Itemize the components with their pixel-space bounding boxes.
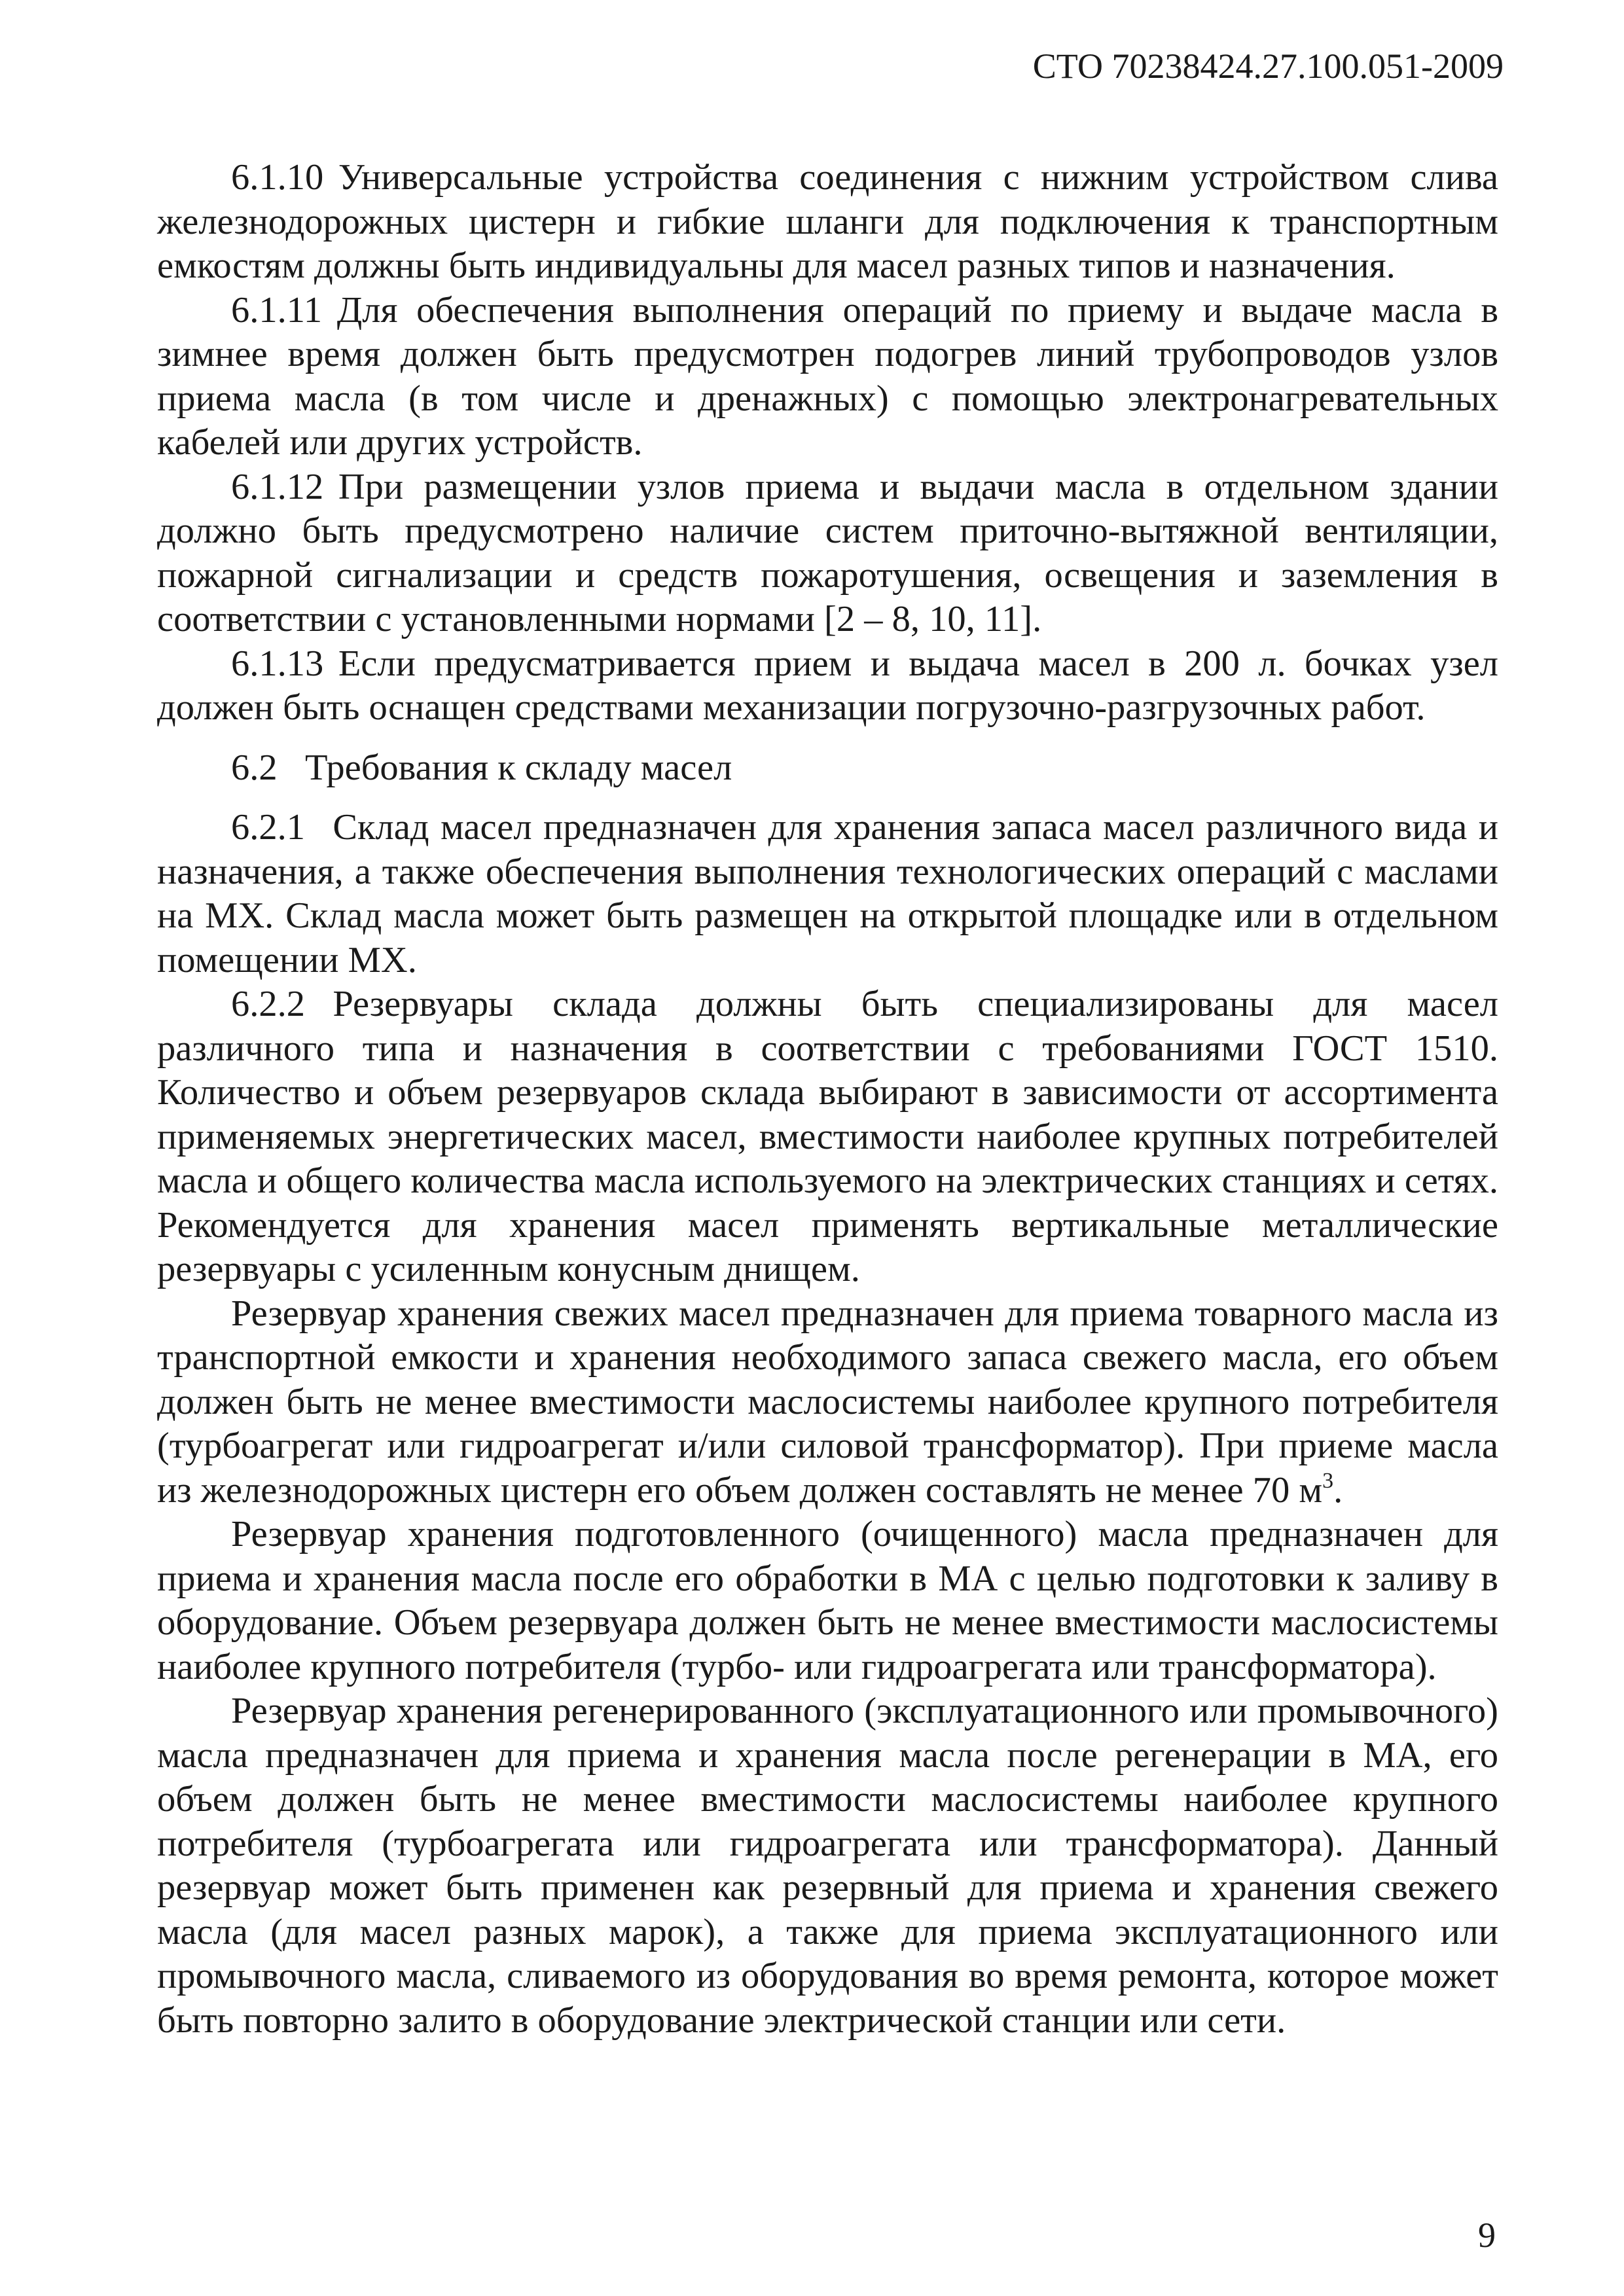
paragraph-6-1-12 bbox=[157, 465, 1498, 642]
document-code: СТО 70238424.27.100.051-2009 bbox=[1032, 46, 1504, 86]
paragraph-regenerated-oil-tank bbox=[157, 1689, 1498, 2043]
document-body bbox=[157, 156, 1498, 2043]
clause-number: 6.1.10 bbox=[231, 157, 324, 198]
paragraph-text: При размещении узлов приема и выдачи масла в отдельном здании должно быть предусмотрено наличие систем приточно-вытяжной вентиляции, пожарной сигнализации и средств пожаротушения, освещения и заземления в соответствии с установленными нормами [2 – 8, 10, 11]. bbox=[157, 466, 1498, 639]
cubic-superscript: 3 bbox=[1322, 1468, 1334, 1493]
section-number: 6.2 bbox=[231, 747, 278, 788]
paragraph-6-1-10 bbox=[157, 156, 1498, 289]
section-title: Требования к складу масел bbox=[305, 747, 732, 788]
paragraph-text: Резервуар хранения регенерированного (эксплуатационного или промывочного) масла предназначен для приема и хранения масла после регенерации в МА, его объем должен быть не менее вместимости маслосистемы наиболее крупного потребителя (турбоагрегата или гидроагрегата или трансформатора). Данный резервуар может быть применен как резервный для приема и хранения свежего масла (для масел разных марок), а также для приема эксплуатационного или промывочного масла, сливаемого из оборудования во время ремонта, которое может быть повторно залито в оборудование электрической станции или сети. bbox=[157, 1691, 1498, 2041]
clause-number: 6.1.11 bbox=[231, 289, 323, 331]
paragraph-6-1-13 bbox=[157, 642, 1498, 730]
paragraph-6-1-11 bbox=[157, 289, 1498, 465]
clause-number: 6.2.2 bbox=[231, 984, 305, 1024]
paragraph-text: Если предусматривается прием и выдача масел в 200 л. бочках узел должен быть оснащен средствами механизации погрузочно-разгрузочных работ. bbox=[157, 643, 1498, 728]
clause-number: 6.1.12 bbox=[231, 466, 324, 507]
paragraph-fresh-oil-tank bbox=[157, 1292, 1498, 1513]
paragraph-text: Резервуар хранения свежих масел предназначен для приема товарного масла из транспортной емкости и хранения необходимого запаса свежего масла, его объем должен быть не менее вместимости маслосистемы наиболее крупного потребителя (турбоагрегат или гидроагрегат и/или силовой трансформатор). При приеме масла из железнодорожных цистерн его объем должен составлять не менее 70 м bbox=[157, 1293, 1498, 1511]
paragraph-6-2-1 bbox=[157, 806, 1498, 982]
paragraph-text: Резервуары склада должны быть специализированы для масел различного типа и назначения в соответствии с требованиями ГОСТ 1510. Количество и объем резервуаров склада выбирают в зависимости от ассортимента применяемых энергетических масел, вместимости наиболее крупных потребителей масла и общего количества масла используемого на электрических станциях и сетях. Рекомендуется для хранения масел применять вертикальные металлические резервуары с усиленным конусным днищем. bbox=[157, 984, 1498, 1289]
section-heading-6-2 bbox=[157, 746, 1498, 791]
paragraph-text: Универсальные устройства соединения с нижним устройством слива железнодорожных цистерн и гибкие шланги для подключения к транспортным емкостям должны быть индивидуальны для масел разных типов и назначения. bbox=[157, 157, 1498, 286]
page-number: 9 bbox=[1478, 2215, 1496, 2255]
paragraph-text: Резервуар хранения подготовленного (очищенного) масла предназначен для приема и хранения масла после его обработки в МА с целью подготовки к заливу в оборудование. Объем резервуара должен быть не менее вместимости маслосистемы наиболее крупного потребителя (турбо- или гидроагрегата или трансформатора). bbox=[157, 1514, 1498, 1687]
paragraph-text-tail: . bbox=[1333, 1469, 1343, 1511]
paragraph-text: Для обеспечения выполнения операций по приему и выдаче масла в зимнее время должен быть предусмотрен подогрев линий трубопроводов узлов приема масла (в том числе и дренажных) с помощью электронагревательных кабелей или других устройств. bbox=[157, 289, 1498, 463]
paragraph-6-2-2 bbox=[157, 982, 1498, 1292]
clause-number: 6.2.1 bbox=[231, 807, 305, 848]
paragraph-text: Склад масел предназначен для хранения запаса масел различного вида и назначения, а также обеспечения выполнения технологических операций с маслами на МХ. Склад масла может быть размещен на открытой площадке или в отдельном помещении МХ. bbox=[157, 807, 1498, 980]
paragraph-prepared-oil-tank bbox=[157, 1513, 1498, 1689]
clause-number: 6.1.13 bbox=[231, 643, 324, 684]
